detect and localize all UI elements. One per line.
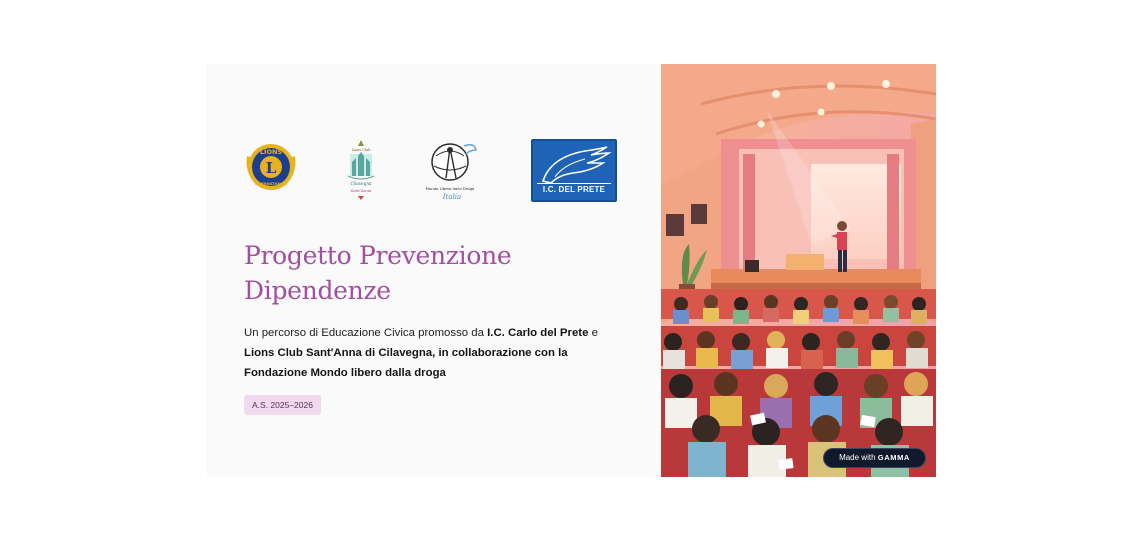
made-with-label: Made with <box>839 453 876 462</box>
delprete-underline <box>537 183 611 184</box>
description-part2: e <box>588 327 598 339</box>
lions-club-cilavegna-logo <box>342 138 380 202</box>
logo-row <box>244 135 624 207</box>
lions-text-top: LIONS <box>259 148 283 156</box>
lions-international-logo <box>244 138 298 198</box>
mondo-libero-droga-logo <box>426 138 482 204</box>
description <box>244 323 624 383</box>
page-title: Progetto Prevenzione Dipendenze <box>244 241 512 305</box>
made-with-gamma-badge[interactable] <box>823 448 926 468</box>
mondo-line2: Italia <box>442 193 462 201</box>
club-line3: Sant'Anna <box>350 188 372 193</box>
ic-del-prete-logo <box>531 139 617 202</box>
school-year-badge: A.S. 2025–2026 <box>244 395 321 415</box>
mondo-line1: Mondo Libero dalla Droga <box>426 186 475 191</box>
audience-middle-rows <box>661 326 936 370</box>
club-line1: Lions Club <box>351 148 371 152</box>
club-line2: Cilavegna <box>350 181 372 186</box>
gamma-brand: GAMMA <box>877 453 910 462</box>
lions-letter: L <box>265 159 277 177</box>
description-bold2: Lions Club Sant'Anna di Cilavegna, in collaborazione con la Fondazione Mondo libero dalla droga <box>244 347 568 379</box>
delprete-text: I.C. DEL PRETE <box>542 185 606 194</box>
description-bold1: I.C. Carlo del Prete <box>487 327 589 339</box>
lions-text-bottom: INTERNATIONAL <box>254 182 288 186</box>
audience-back-rows <box>661 289 936 324</box>
description-part1: Un percorso di Educazione Civica promosso da <box>244 327 488 339</box>
auditorium-illustration <box>661 64 936 477</box>
